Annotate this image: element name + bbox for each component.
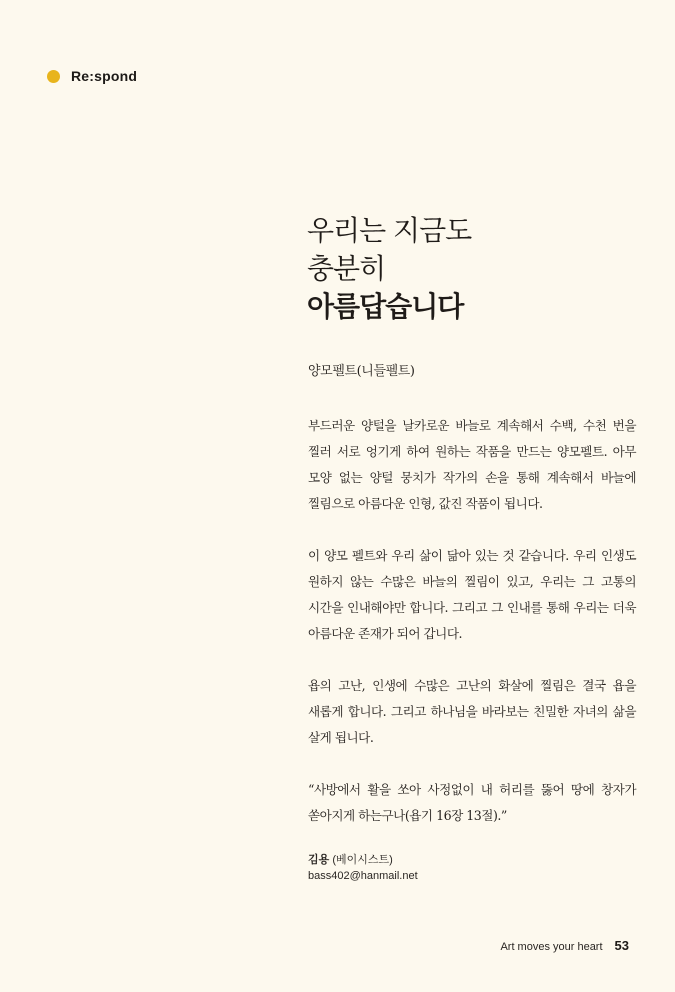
paragraph-3: 욥의 고난, 인생에 수많은 고난의 화살에 찔림은 결국 욥을 새롭게 합니다. 그리고 하나님을 바라보는 친밀한 자녀의 삶을 살게 됩니다. bbox=[308, 678, 636, 745]
article-body bbox=[308, 361, 636, 855]
page-number: 53 bbox=[614, 938, 629, 953]
section-label: Re:spond bbox=[71, 68, 138, 84]
section-tag bbox=[47, 68, 137, 84]
title-line-2: 충분히 bbox=[307, 252, 386, 285]
article-subtitle: 양모펠트(니들펠트) bbox=[308, 364, 415, 379]
title-line-3: 아름답습니다 bbox=[307, 290, 464, 323]
footer-tagline: Art moves your heart bbox=[500, 941, 603, 953]
section-dot-icon bbox=[47, 70, 60, 83]
author-line bbox=[308, 852, 418, 868]
author-role: (베이시스트) bbox=[332, 854, 393, 866]
author-email: bass402@hanmail.net bbox=[308, 870, 418, 882]
title-line-1: 우리는 지금도 bbox=[307, 214, 472, 247]
paragraph-2: 이 양모 펠트와 우리 삶이 닮아 있는 것 같습니다. 우리 인생도 원하지 않는 수많은 바늘의 찔림이 있고, 우리는 그 고통의 시간을 인내해야만 합니다. 그리고 그 인내를 통해 우리는 더욱 아름다운 존재가 되어 갑니다. bbox=[308, 548, 636, 641]
page-footer bbox=[500, 938, 629, 953]
author-info bbox=[308, 852, 418, 884]
bible-quote: “사방에서 활을 쏘아 사정없이 내 허리를 뚫어 땅에 창자가 쏟아지게 하는구나(욥기 16장 13절).” bbox=[308, 782, 636, 823]
author-name: 김용 bbox=[308, 854, 330, 866]
article-title bbox=[307, 212, 637, 326]
paragraph-1: 부드러운 양털을 날카로운 바늘로 계속해서 수백, 수천 번을 찔러 서로 엉기게 하여 원하는 작품을 만드는 양모펠트. 아무 모양 없는 양털 뭉치가 작가의 손을 통해 계속해서 바늘에 찔림으로 아름다운 인형, 값진 작품이 됩니다. bbox=[308, 418, 636, 511]
